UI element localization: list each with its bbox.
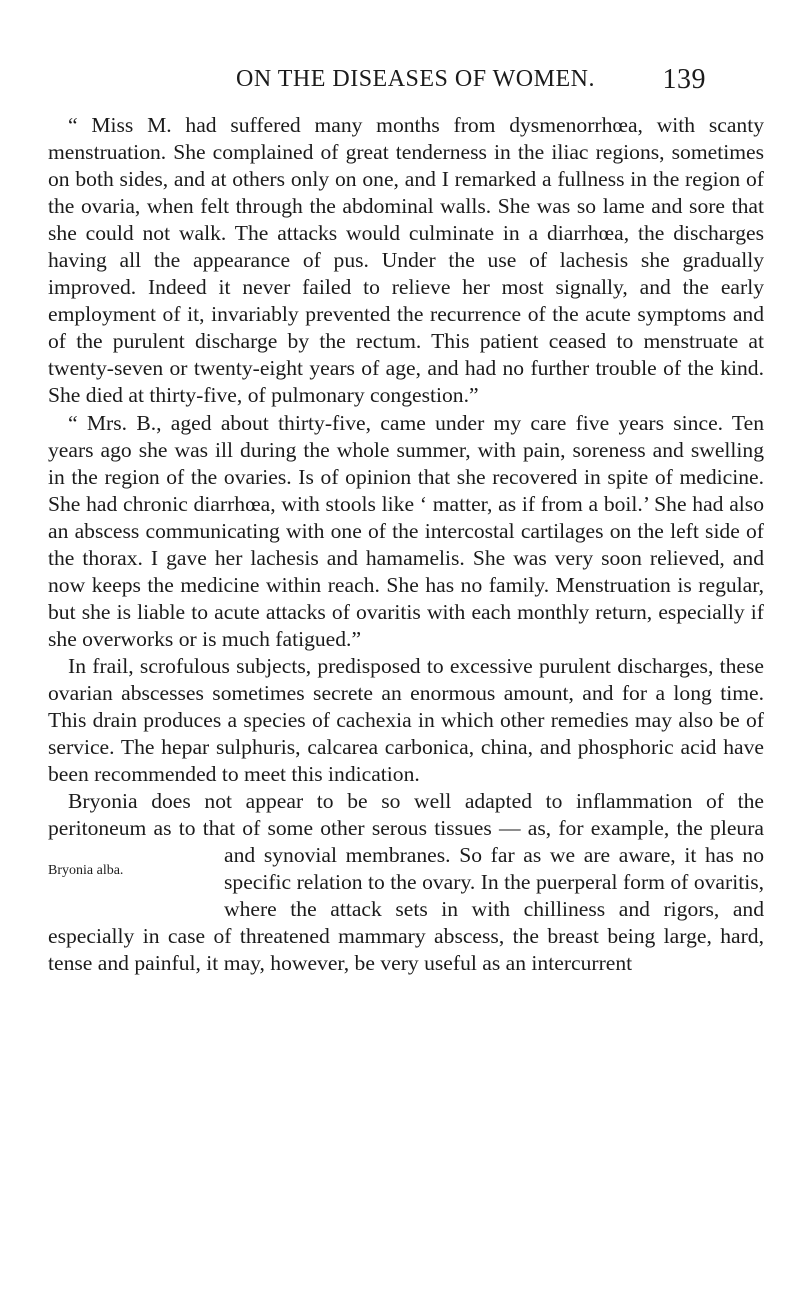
paragraph-miss-m-case: “ Miss M. had suffered many months from dysmenorrhœa, with scanty menstruation. She complained of great tenderness in the iliac regions, sometimes on both sides, and at others only on one, and I remarked a fullness in the region of the ovaria, when felt through the abdominal walls. She was so lame and sore that she could not walk. The attacks would culminate in a diarrhœa, the discharges having all the appearance of pus. Under the use of lachesis she gradually improved. Indeed it never failed to relieve her most signally, and the early employment of it, invariably prevented the recurrence of the acute symptoms and of the purulent discharge by the rectum. This patient ceased to menstruate at twenty-seven or twenty-eight years of age, and had no further trouble of the kind. She died at thirty-five, of pulmonary congestion.” bbox=[48, 113, 764, 408]
bryonia-text-end: aware, it has no specific relation to the ovary. In the puerperal form of ovaritis, where the attack sets in with chilliness and rigors, and especially in case of threatened mammary abscess, the breast being large, hard, tense and painful, it may, however, be very useful as an intercurrent bbox=[48, 843, 764, 976]
page-number: 139 bbox=[662, 64, 706, 95]
margin-note-bryonia-alba: Bryonia alba. bbox=[48, 863, 124, 879]
bryonia-text-start: Bryonia does not appear to be so well adapted to inflammation of the peritoneum as to that of some other serous tissues — as, for example, the pleura and synovial membranes. So far as we are bbox=[48, 789, 764, 868]
running-head bbox=[236, 66, 706, 106]
paragraph-scrofulous-subjects: In frail, scrofulous subjects, predisposed to excessive purulent discharges, these ovarian abscesses sometimes secrete an enormous amount, and for a long time. This drain produces a species of cachexia in which other remedies may also be of service. The hepar sulphuris, calcarea carbonica, china, and phosphoric acid have been recommended to meet this indication. bbox=[48, 653, 764, 787]
running-title: ON THE DISEASES OF WOMEN. bbox=[236, 66, 595, 92]
paragraph-bryonia bbox=[48, 788, 764, 977]
paragraph-mrs-b-case: “ Mrs. B., aged about thirty-five, came under my care five years since. Ten years ago she was ill during the whole summer, with pain, soreness and swelling in the region of the ovaries. Is of opinion that she recovered in spite of medicine. She had chronic diarrhœa, with stools like ‘ matter, as if from a boil.’ She had also an abscess communicating with one of the intercostal cartilages on the left side of the thorax. I gave her lachesis and hamamelis. She was very soon relieved, and now keeps the medicine within reach. She has no family. Menstruation is regular, but she is liable to acute attacks of ovaritis with each monthly return, especially if she overworks or is much fatigued.” bbox=[48, 410, 764, 651]
body-text bbox=[48, 112, 764, 978]
